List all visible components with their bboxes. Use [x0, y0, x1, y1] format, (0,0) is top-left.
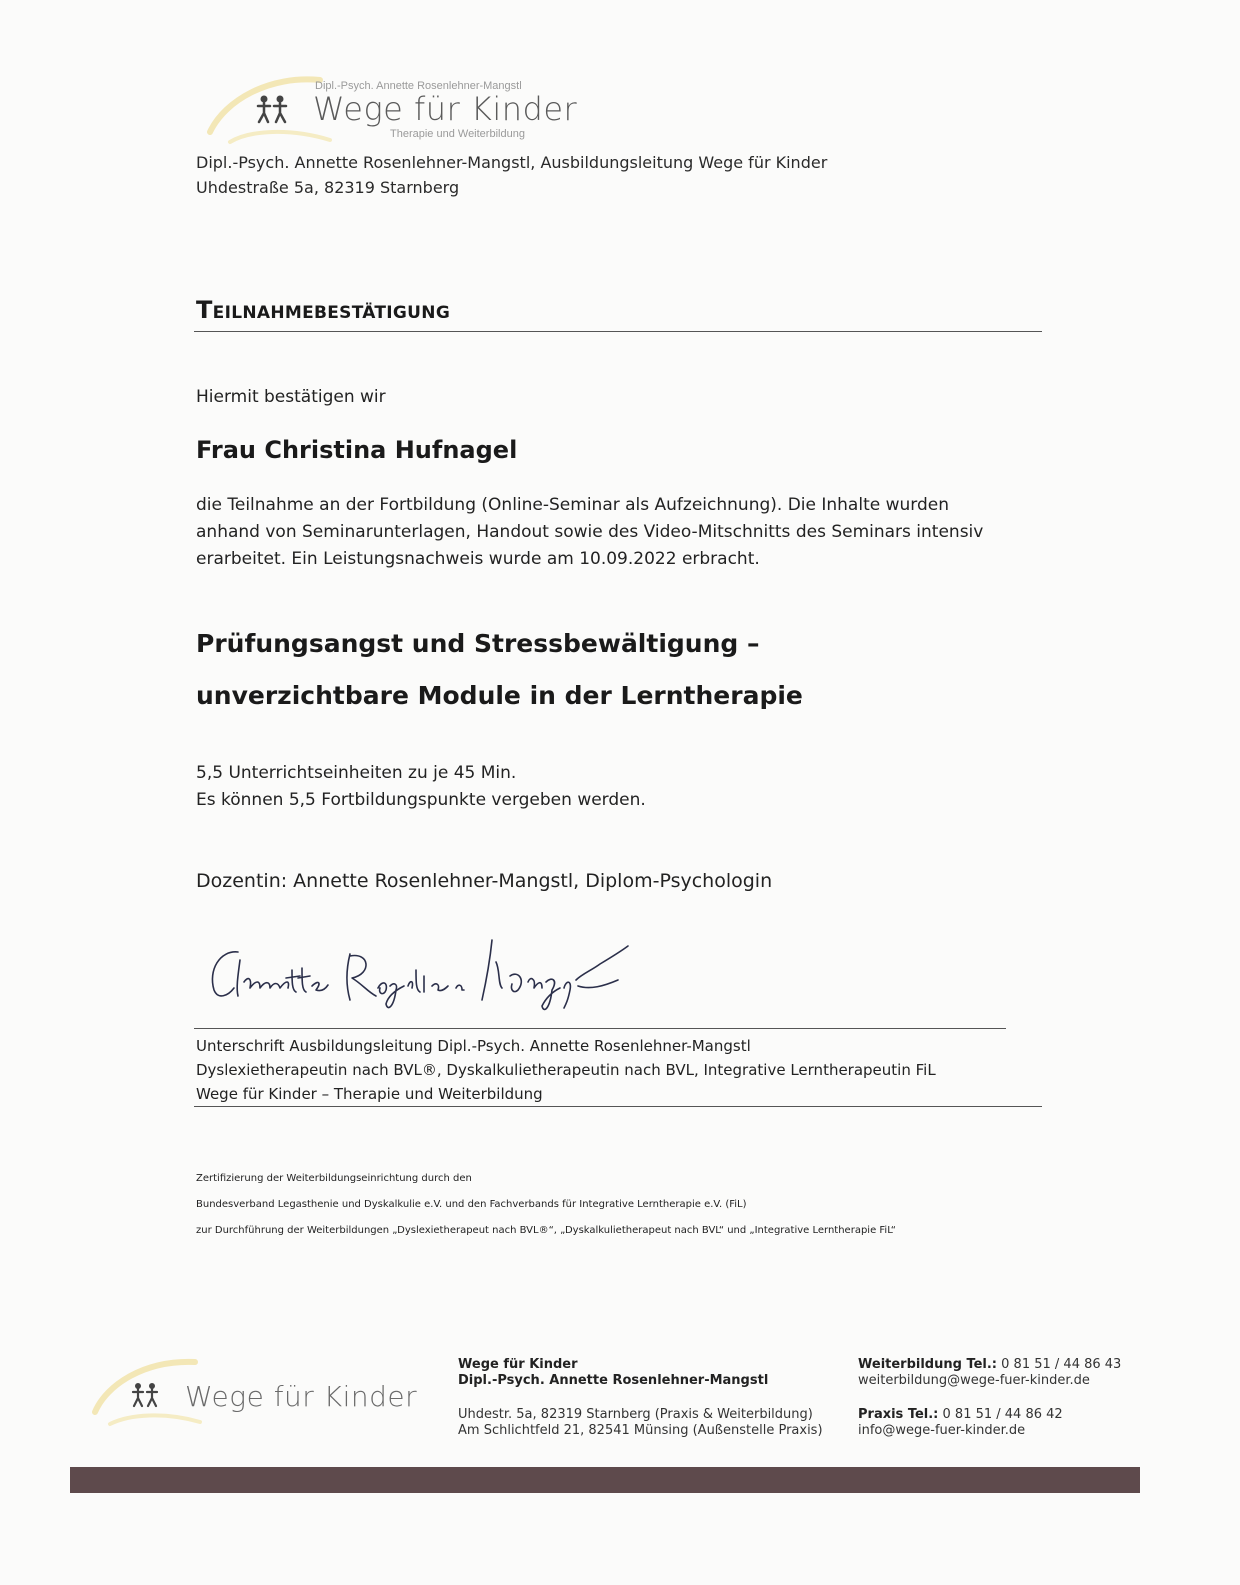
- signature-caption-underline: [194, 1106, 1042, 1107]
- intro-text: Hiermit bestätigen wir: [196, 387, 386, 407]
- course-title-line-1: Prüfungsangst und Stressbewältigung –: [196, 629, 760, 658]
- lecturer-text: Dozentin: Annette Rosenlehner-Mangstl, Diplom-Psychologin: [196, 870, 773, 892]
- certification-line: Zertifizierung der Weiterbildungseinrichtung durch den: [196, 1173, 472, 1184]
- document-title: [196, 296, 450, 324]
- signature-line: [194, 1028, 1006, 1029]
- logo-brand: Wege für Kinder: [313, 90, 578, 128]
- footer-contact: [858, 1357, 1121, 1439]
- signature-caption-line-3: Wege für Kinder – Therapie und Weiterbildung: [196, 1085, 543, 1103]
- children-figures-icon: [255, 94, 291, 124]
- footer-wb-email[interactable]: weiterbildung@wege-fuer-kinder.de: [858, 1373, 1090, 1388]
- handwritten-signature: [200, 930, 660, 1020]
- sender-address: [196, 150, 827, 200]
- description-line: anhand von Seminarunterlagen, Handout sowie des Video-Mitschnitts des Seminars intensiv: [196, 522, 984, 542]
- footer-praxis-label: Praxis Tel.:: [858, 1407, 939, 1422]
- signature-caption: [196, 1034, 936, 1106]
- footer-address-1: Uhdestr. 5a, 82319 Starnberg (Praxis & Weiterbildung): [458, 1407, 813, 1422]
- logo-tagline: Therapie und Weiterbildung: [390, 128, 525, 140]
- document-title-text: Teilnahmebestätigung: [196, 296, 451, 324]
- sender-line-2: Uhdestraße 5a, 82319 Starnberg: [196, 178, 460, 197]
- footer-praxis-email[interactable]: info@wege-fuer-kinder.de: [858, 1423, 1026, 1438]
- logo-top-line: Dipl.-Psych. Annette Rosenlehner-Mangstl: [315, 80, 522, 92]
- footer-logo: [85, 1352, 435, 1432]
- course-units: [196, 760, 646, 814]
- title-underline: [194, 331, 1042, 332]
- footer-address-2: Am Schlichtfeld 21, 82541 Münsing (Außenstelle Praxis): [458, 1423, 823, 1438]
- footer-organization: [458, 1357, 823, 1439]
- footer-org-person: Dipl.-Psych. Annette Rosenlehner-Mangstl: [458, 1373, 769, 1388]
- course-title: [196, 618, 803, 722]
- units-text: 5,5 Unterrichtseinheiten zu je 45 Min.: [196, 763, 517, 783]
- participant-name: Frau Christina Hufnagel: [196, 436, 518, 464]
- points-text: Es können 5,5 Fortbildungspunkte vergeben werden.: [196, 790, 646, 810]
- footer-children-figures-icon: [130, 1382, 162, 1408]
- description-line: erarbeitet. Ein Leistungsnachweis wurde am 10.09.2022 erbracht.: [196, 549, 760, 569]
- footer-wb-phone: 0 81 51 / 44 86 43: [1001, 1357, 1122, 1372]
- sender-line-1: Dipl.-Psych. Annette Rosenlehner-Mangstl, Ausbildungsleitung Wege für Kinder: [196, 153, 828, 172]
- certification-line: zur Durchführung der Weiterbildungen „Dyslexietherapeut nach BVL®“, „Dyskalkulietherapeut nach BVL“ und „Integrative Lerntherapie FiL“: [196, 1225, 896, 1236]
- footer-wb-label: Weiterbildung Tel.:: [858, 1357, 998, 1372]
- signature-caption-line-2: Dyslexietherapeutin nach BVL®, Dyskalkulietherapeutin nach BVL, Integrative Lerntherapeutin FiL: [196, 1061, 936, 1079]
- certification-note: [196, 1166, 896, 1244]
- footer-logo-brand: Wege für Kinder: [185, 1380, 418, 1413]
- certification-line: Bundesverband Legasthenie und Dyskalkulie e.V. und den Fachverbands für Integrative Lerntherapie e.V. (FiL): [196, 1199, 747, 1210]
- header-logo: [200, 70, 600, 150]
- course-title-line-2: unverzichtbare Module in der Lerntherapie: [196, 681, 803, 710]
- description-line: die Teilnahme an der Fortbildung (Online-Seminar als Aufzeichnung). Die Inhalte wurden: [196, 495, 949, 515]
- footer-praxis-phone: 0 81 51 / 44 86 42: [942, 1407, 1063, 1422]
- footer-org-name: Wege für Kinder: [458, 1357, 578, 1372]
- signature-caption-line-1: Unterschrift Ausbildungsleitung Dipl.-Psych. Annette Rosenlehner-Mangstl: [196, 1037, 751, 1055]
- description-paragraph: [196, 492, 983, 573]
- footer-bar: [70, 1467, 1140, 1493]
